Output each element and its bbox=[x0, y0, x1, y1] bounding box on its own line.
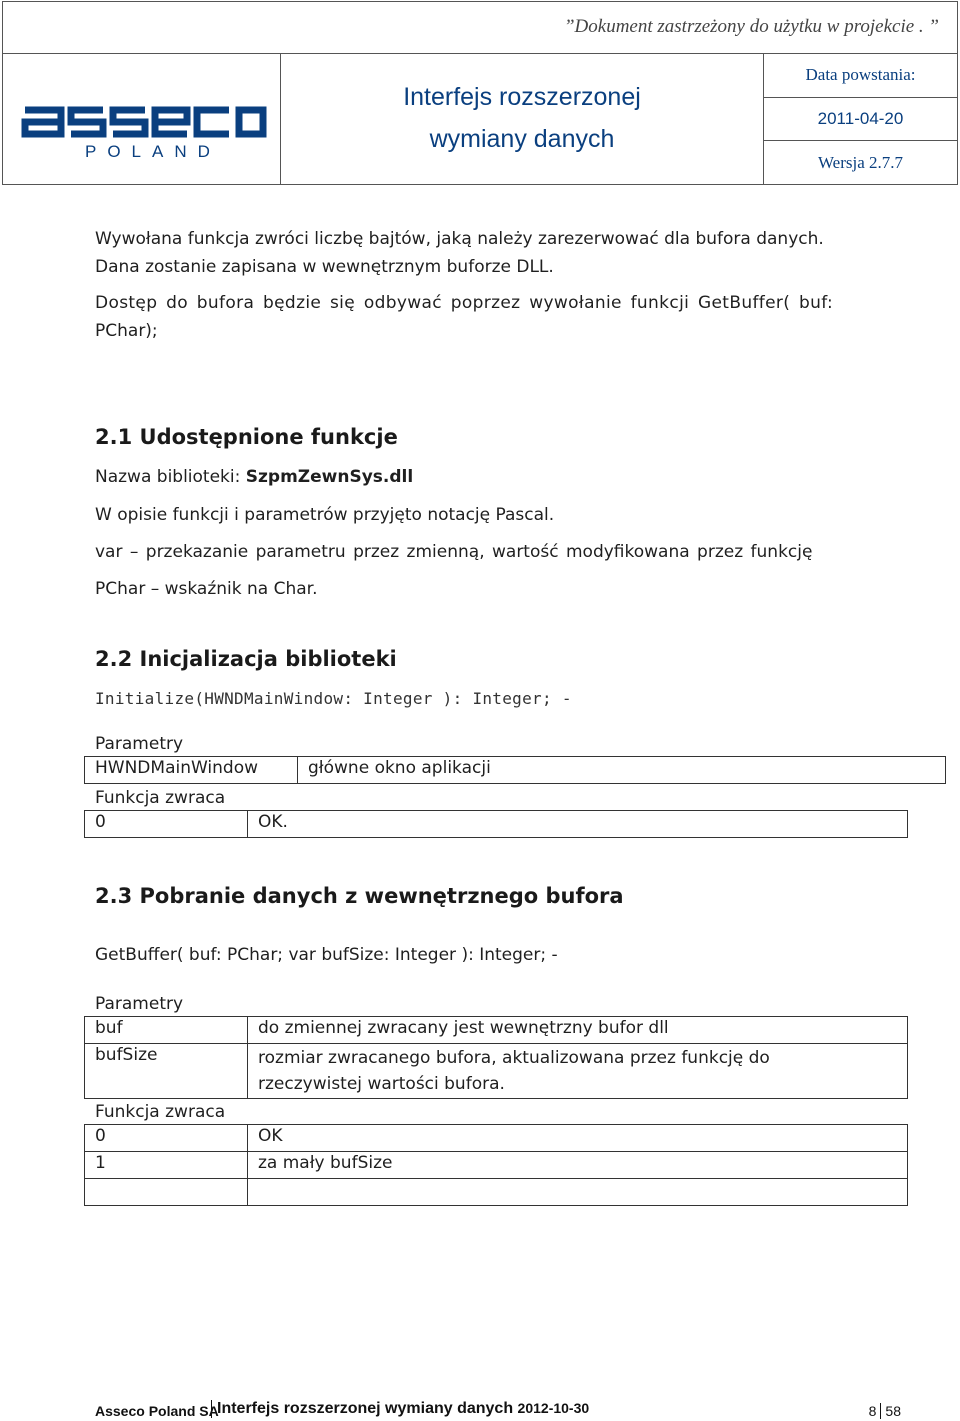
section-heading-2-1 bbox=[95, 425, 398, 449]
table-row bbox=[85, 811, 908, 838]
return-desc: OK. bbox=[248, 811, 908, 838]
table-row bbox=[85, 1179, 908, 1206]
section-title: Udostępnione funkcje bbox=[139, 425, 398, 449]
table-row bbox=[85, 1152, 908, 1179]
table-row bbox=[85, 1017, 908, 1044]
section-heading-2-3 bbox=[95, 884, 624, 908]
page-footer bbox=[95, 1400, 910, 1420]
param-desc-line-1: rozmiar zwracanego bufora, aktualizowana przez funkcję do bbox=[258, 1048, 770, 1068]
header-notice-row bbox=[3, 2, 957, 54]
section-number: 2.1 bbox=[95, 425, 133, 449]
return-code bbox=[85, 1179, 248, 1206]
param-desc: do zmiennej zwracany jest wewnętrzny bufor dll bbox=[248, 1017, 908, 1044]
param-desc-line-2: rzeczywistej wartości bufora. bbox=[258, 1074, 505, 1094]
return-code: 1 bbox=[85, 1152, 248, 1179]
param-name: buf bbox=[85, 1017, 248, 1044]
return-desc: za mały bufSize bbox=[248, 1152, 908, 1179]
intro-line-3: Dostęp do bufora będzie się odbywać poprzez wywołanie funkcji GetBuffer( buf: bbox=[95, 293, 834, 313]
confidentiality-notice: ”Dokument zastrzeżony do użytku w projekcie . ” bbox=[563, 16, 939, 37]
params-label: Parametry bbox=[95, 994, 184, 1014]
pascal-note: W opisie funkcji i parametrów przyjęto notację Pascal. bbox=[95, 505, 555, 525]
total-pages: 58 bbox=[880, 1403, 905, 1419]
footer-company: Asseco Poland SA bbox=[95, 1403, 219, 1419]
page-number bbox=[865, 1403, 905, 1419]
returns-label: Funkcja zwraca bbox=[95, 788, 226, 808]
current-page: 8 bbox=[868, 1403, 877, 1419]
param-name: HWNDMainWindow bbox=[85, 757, 298, 784]
return-code: 0 bbox=[85, 1125, 248, 1152]
svg-text:POLAND: POLAND bbox=[85, 142, 221, 161]
footer-doc-title: Interfejs rozszerzonej wymiany danych bbox=[217, 1400, 514, 1417]
param-desc: główne okno aplikacji bbox=[298, 757, 946, 784]
library-label: Nazwa biblioteki: bbox=[95, 467, 246, 487]
section-title: Pobranie danych z wewnętrznego bufora bbox=[139, 884, 624, 908]
table-row bbox=[85, 1044, 908, 1099]
creation-date-value: 2011-04-20 bbox=[764, 98, 957, 142]
title-line-1: Interfejs rozszerzonej bbox=[403, 83, 641, 111]
intro-line-4: PChar); bbox=[95, 321, 158, 341]
param-desc bbox=[248, 1044, 908, 1099]
params-label: Parametry bbox=[95, 734, 184, 754]
section-number: 2.2 bbox=[95, 647, 133, 671]
section-heading-2-2 bbox=[95, 647, 397, 671]
document-header bbox=[2, 1, 958, 185]
returns-label: Funkcja zwraca bbox=[95, 1102, 226, 1122]
library-name: SzpmZewnSys.dll bbox=[245, 467, 414, 487]
creation-date-label: Data powstania: bbox=[764, 54, 957, 98]
company-logo bbox=[3, 54, 281, 185]
intro-line-1: Wywołana funkcja zwróci liczbę bajtów, jaką należy zarezerwować dla bufora danych. bbox=[95, 229, 824, 249]
return-desc: OK bbox=[248, 1125, 908, 1152]
getbuffer-returns-table bbox=[84, 1124, 908, 1206]
document-title bbox=[281, 54, 764, 185]
title-line-2: wymiany danych bbox=[429, 125, 615, 153]
getbuffer-signature: GetBuffer( buf: PChar; var bufSize: Integer ): Integer; - bbox=[95, 945, 558, 965]
footer-doc-info bbox=[211, 1400, 589, 1418]
library-name-line bbox=[95, 467, 413, 487]
intro-line-2: Dana zostanie zapisana w wewnętrznym buforze DLL. bbox=[95, 257, 554, 277]
section-title: Inicjalizacja biblioteki bbox=[139, 647, 397, 671]
footer-doc-date: 2012-10-30 bbox=[517, 1400, 590, 1416]
initialize-signature: Initialize(HWNDMainWindow: Integer ): Integer; - bbox=[95, 689, 572, 708]
getbuffer-params-table bbox=[84, 1016, 908, 1099]
table-row bbox=[85, 757, 946, 784]
asseco-logo-icon bbox=[3, 54, 281, 185]
table-row bbox=[85, 1125, 908, 1152]
init-returns-table bbox=[84, 810, 908, 838]
pchar-note: PChar – wskaźnik na Char. bbox=[95, 579, 318, 599]
return-desc bbox=[248, 1179, 908, 1206]
var-note: var – przekazanie parametru przez zmienną, wartość modyfikowana przez funkcję bbox=[95, 542, 813, 562]
init-params-table bbox=[84, 756, 946, 784]
return-code: 0 bbox=[85, 811, 248, 838]
section-number: 2.3 bbox=[95, 884, 133, 908]
document-meta bbox=[764, 54, 957, 185]
document-version: Wersja 2.7.7 bbox=[817, 152, 904, 172]
param-name: bufSize bbox=[85, 1044, 248, 1099]
